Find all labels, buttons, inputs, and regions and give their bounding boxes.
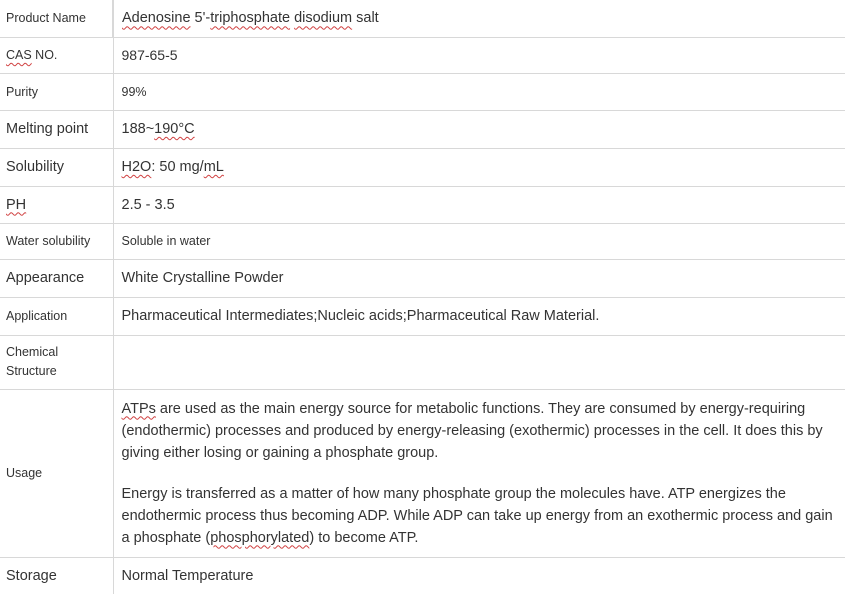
appearance-label: Appearance — [0, 259, 113, 297]
ph-value: 2.5 - 3.5 — [113, 186, 845, 223]
table-row — [0, 389, 845, 557]
storage-label: Storage — [0, 557, 113, 594]
chemical-structure-value — [113, 335, 845, 389]
water-solubility-value: Soluble in water — [113, 223, 845, 259]
table-row — [0, 37, 845, 73]
table-row — [0, 557, 845, 594]
table-row — [0, 110, 845, 148]
cas-label: CAS NO. — [0, 37, 113, 73]
melting-point-value: 188~190°C — [113, 110, 845, 148]
table-row — [0, 335, 845, 389]
usage-value — [113, 389, 845, 557]
table-row — [0, 259, 845, 297]
purity-label: Purity — [0, 73, 113, 110]
application-value: Pharmaceutical Intermediates;Nucleic acids;Pharmaceutical Raw Material. — [113, 297, 845, 335]
cas-value: 987-65-5 — [113, 37, 845, 73]
table-row — [0, 0, 845, 37]
product-name-label: Product Name — [0, 0, 113, 37]
table-row — [0, 73, 845, 110]
application-label: Application — [0, 297, 113, 335]
storage-value: Normal Temperature — [113, 557, 845, 594]
usage-label: Usage — [0, 389, 113, 557]
solubility-value: H2O: 50 mg/mL — [113, 148, 845, 186]
solubility-label: Solubility — [0, 148, 113, 186]
usage-paragraph-2: Energy is transferred as a matter of how many phosphate group the molecules have. ATP energizes the endothermic process thus becoming ADP. While ADP can take up energy from an exothermic process and gain a phosphate (phosphorylated) to become ATP. — [121, 485, 833, 546]
ph-label: PH — [0, 186, 113, 223]
table-row — [0, 148, 845, 186]
water-solubility-label: Water solubility — [0, 223, 113, 259]
melting-point-label: Melting point — [0, 110, 113, 148]
usage-paragraph-1: ATPs are used as the main energy source for metabolic functions. They are consumed by energy-requiring (endothermic) processes and produced by energy-releasing (exothermic) processes in the cell. It does this by giving either losing or gaining a phosphate group. — [121, 400, 823, 461]
table-row — [0, 297, 845, 335]
table-row — [0, 223, 845, 259]
purity-value: 99% — [113, 73, 845, 110]
chemical-structure-label: Chemical Structure — [0, 335, 113, 389]
table-row — [0, 186, 845, 223]
appearance-value: White Crystalline Powder — [113, 259, 845, 297]
product-name-value: Adenosine 5'-triphosphate disodium salt — [113, 0, 845, 37]
